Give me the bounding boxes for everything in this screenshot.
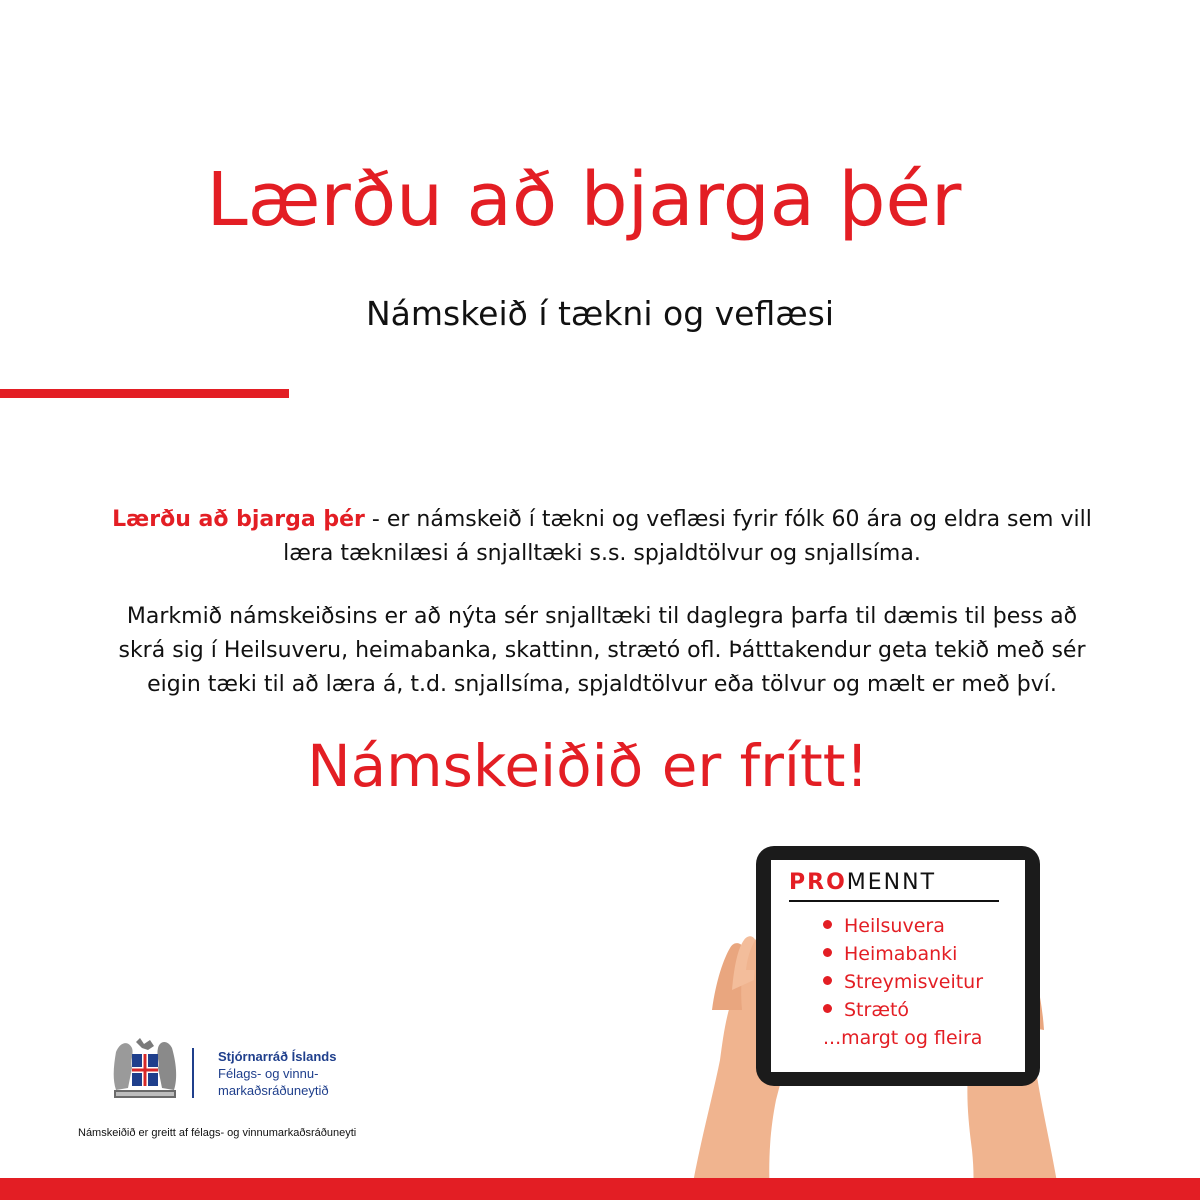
funding-note: Námskeiðið er greitt af félags- og vinnumarkaðsráðuneyti <box>78 1127 357 1139</box>
page-title: Lærðu að bjarga þér <box>206 157 962 243</box>
ministry-dept-line-1: Félags- og vinnu- <box>218 1066 319 1081</box>
list-item: Strætó <box>823 996 983 1024</box>
ministry-name: Stjórnarráð Íslands <box>218 1049 337 1064</box>
tablet-screen <box>771 860 1025 1072</box>
free-course-banner: Námskeiðið er frítt! <box>307 732 869 800</box>
intro-line-2: læra tæknilæsi á snjalltæki s.s. spjaldtölvur og snjallsíma. <box>283 541 921 566</box>
bullet-icon <box>823 1004 832 1013</box>
more-topics: ...margt og fleira <box>823 1027 983 1049</box>
coat-of-arms-icon <box>106 1038 184 1108</box>
goal-line-1: Markmið námskeiðsins er að nýta sér snjalltæki til daglegra þarfa til dæmis til þess að <box>126 604 1078 629</box>
intro-paragraph <box>100 503 1104 571</box>
tablet-device <box>756 846 1040 1086</box>
bullet-icon <box>823 948 832 957</box>
ministry-logo-text <box>218 1048 336 1099</box>
page-subtitle: Námskeið í tækni og veflæsi <box>365 294 835 333</box>
logo-underline <box>789 900 999 902</box>
intro-line-1-rest: - er námskeið í tækni og veflæsi fyrir fólk 60 ára og eldra sem vill <box>364 507 1092 532</box>
bullet-icon <box>823 920 832 929</box>
tablet-illustration <box>650 830 1100 1200</box>
logo-divider <box>192 1048 194 1098</box>
accent-divider <box>0 389 289 398</box>
ministry-dept-line-2: markaðsráðuneytið <box>218 1083 329 1098</box>
promennt-logo: PROMENNT <box>789 870 937 895</box>
goal-line-3: eigin tæki til að læra á, t.d. snjallsíma, spjaldtölvur eða tölvur og mælt er með því. <box>147 672 1057 697</box>
intro-line-1 <box>100 503 1104 537</box>
goal-line-2: skrá sig í Heilsuveru, heimabanka, skattinn, strætó ofl. Þátttakendur geta tekið með sér <box>118 638 1086 663</box>
topic-list <box>823 912 983 1024</box>
list-item: Heilsuvera <box>823 912 983 940</box>
bullet-icon <box>823 976 832 985</box>
bottom-accent-bar <box>0 1178 1200 1200</box>
list-item: Streymisveitur <box>823 968 983 996</box>
intro-lead: Lærðu að bjarga þér <box>112 507 365 532</box>
list-item: Heimabanki <box>823 940 983 968</box>
goal-paragraph <box>100 600 1104 702</box>
